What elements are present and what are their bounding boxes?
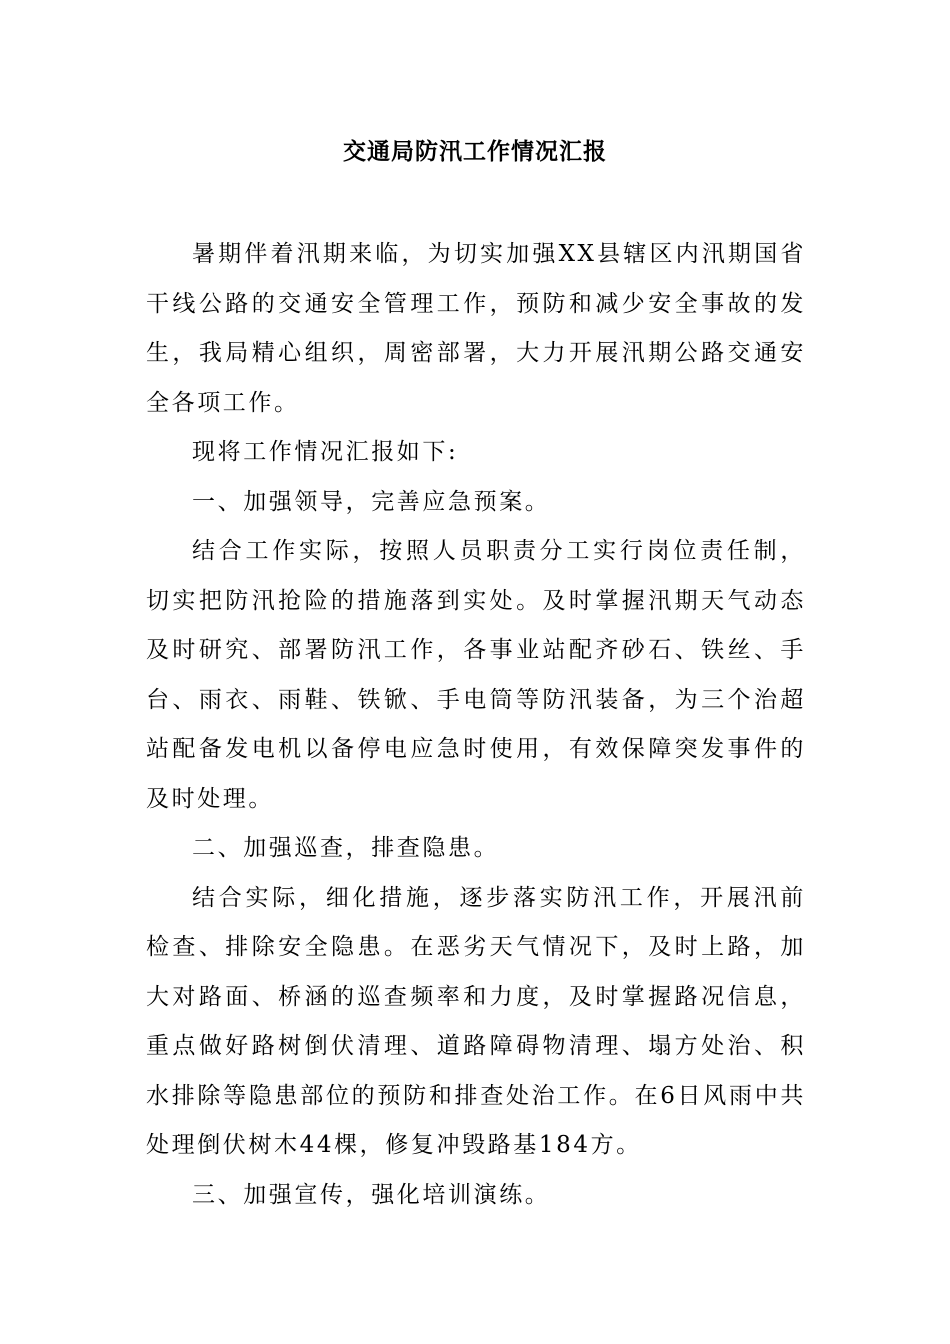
paragraph-section-1: 结合工作实际，按照人员职责分工实行岗位责任制，切实把防汛抢险的措施落到实处。及时掌握汛期天气动态及时研究、部署防汛工作，各事业站配齐砂石、铁丝、手台、雨衣、雨鞋、铁锨、手电筒等防汛装备，为三个治超站配备发电机以备停电应急时使用，有效保障突发事件的及时处理。: [146, 538, 806, 812]
paragraph-report-lead: 现将工作情况汇报如下:: [192, 439, 459, 465]
document-title: 交通局防汛工作情况汇报: [343, 138, 607, 165]
section-heading-1: 一、加强领导，完善应急预案。: [192, 488, 551, 515]
paragraph-section-2: 结合实际，细化措施，逐步落实防汛工作，开展汛前检查、排除安全隐患。在恶劣天气情况下，及时上路，加大对路面、桥涵的巡查频率和力度，及时掌握路况信息，重点做好路树倒伏清理、道路障碍物清理、塌方处治、积水排除等隐患部位的预防和排查处治工作。在6日风雨中共处理倒伏树木44棵，修复冲毁路基184方。: [146, 884, 806, 1158]
section-heading-3: 三、加强宣传，强化培训演练。: [192, 1181, 551, 1208]
document-body: [146, 230, 806, 1220]
paragraph-intro: 暑期伴着汛期来临，为切实加强XX县辖区内汛期国省干线公路的交通安全管理工作，预防和减少安全事故的发生，我局精心组织，周密部署，大力开展汛期公路交通安全各项工作。: [146, 241, 806, 416]
section-heading-2: 二、加强巡查，排查隐患。: [192, 835, 500, 861]
